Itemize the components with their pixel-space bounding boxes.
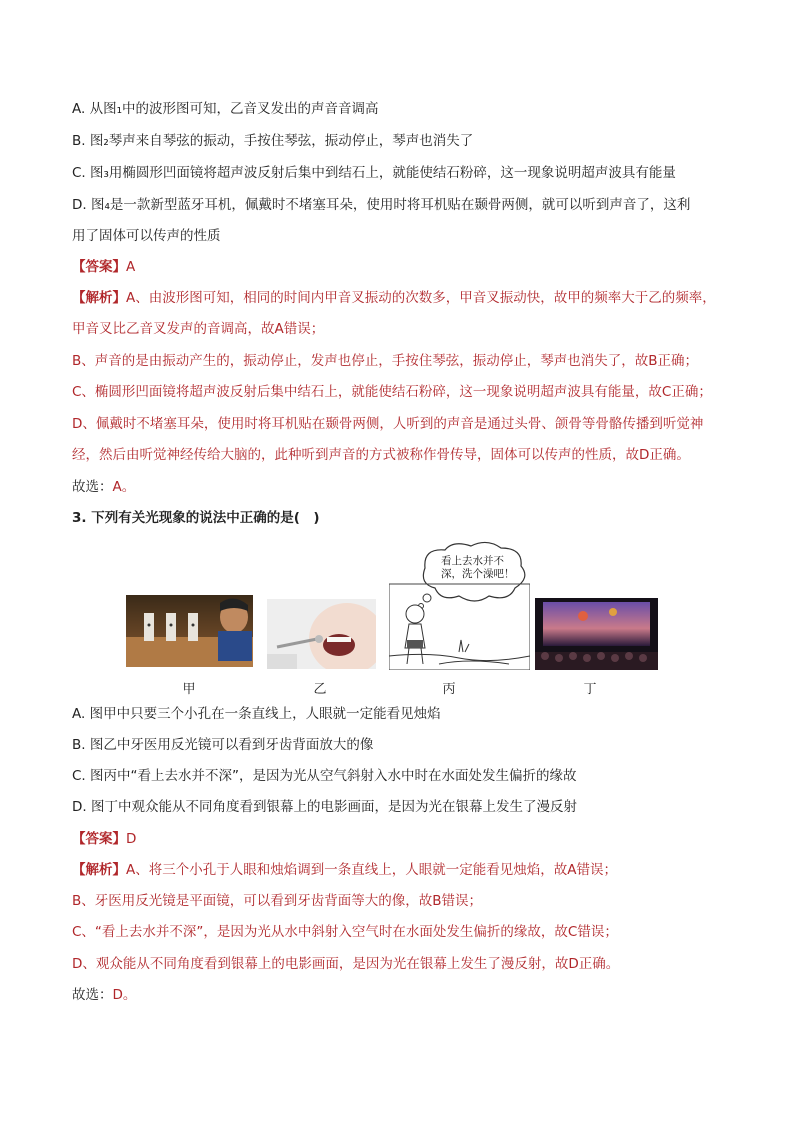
q3-choice-value: D。	[112, 987, 137, 1003]
figure-yi-dentist-image	[267, 599, 376, 669]
q3-analysis-text: A、将三个小孔于人眼和烛焰调到一条直线上，人眼就一定能看见烛焰，故A错误；	[126, 862, 617, 878]
caption-bing: 丙	[442, 682, 456, 697]
q3-answer-tag: 【答案】	[72, 831, 126, 847]
choice-label: 故选：	[72, 479, 113, 495]
answer-value: A	[126, 259, 136, 275]
bubble-text-1: 看上去水并不	[441, 555, 504, 567]
q3-choice-row	[72, 985, 136, 1005]
analysis-line-5: D、佩戴时不堵塞耳朵，使用时将耳机贴在颞骨两侧，人听到的声音是通过头骨、颌骨等骨骼传播到听觉神	[72, 416, 704, 432]
option-d-line2: 用了固体可以传声的性质	[72, 228, 221, 244]
bubble-text-2: 深，洗个澡吧！	[441, 568, 515, 580]
figure-bing-cartoon-image	[389, 540, 530, 670]
q3-analysis-line-2: B、牙医用反光镜是平面镜，可以看到牙齿背面等大的像，故B错误；	[72, 893, 483, 909]
choice-row	[72, 477, 135, 497]
analysis-line-1	[72, 288, 716, 308]
q3-analysis-line-4: D、观众能从不同角度看到银幕上的电影画面，是因为光在银幕上发生了漫反射，故D正确。	[72, 956, 620, 972]
caption-jia: 甲	[182, 682, 196, 697]
q3-option-a: A. 图甲中只要三个小孔在一条直线上，人眼就一定能看见烛焰	[72, 706, 441, 722]
analysis-line-3: B、声音的是由振动产生的，振动停止，发声也停止，手按住琴弦，振动停止，琴声也消失了，故B正确；	[72, 353, 699, 369]
q3-analysis-line-3: C、“看上去水并不深”，是因为光从水中斜射入空气时在水面处发生偏折的缘故，故C错误；	[72, 924, 618, 940]
analysis-tag: 【解析】	[72, 290, 126, 306]
answer-tag: 【答案】	[72, 259, 126, 275]
q3-choice-label: 故选：	[72, 987, 113, 1003]
choice-value: A。	[112, 479, 136, 495]
option-c: C. 图₃用椭圆形凹面镜将超声波反射后集中到结石上，就能使结石粉碎，这一现象说明超声波具有能量	[72, 165, 676, 181]
q3-option-b: B. 图乙中牙医用反光镜可以看到牙齿背面放大的像	[72, 737, 374, 753]
analysis-text: A、由波形图可知，相同的时间内甲音叉振动的次数多，甲音叉振动快，故甲的频率大于乙的频率，	[126, 290, 716, 306]
q3-option-c: C. 图丙中“看上去水并不深”，是因为光从空气斜射入水中时在水面处发生偏折的缘故	[72, 768, 577, 784]
q3-option-d: D. 图丁中观众能从不同角度看到银幕上的电影画面，是因为光在银幕上发生了漫反射	[72, 799, 577, 815]
answer-row	[72, 257, 135, 277]
q3-analysis-tag: 【解析】	[72, 862, 126, 878]
analysis-line-2: 甲音叉比乙音叉发声的音调高，故A错误；	[72, 321, 325, 337]
figure-ding-cinema-image	[535, 598, 658, 670]
option-d-line1: D. 图₄是一款新型蓝牙耳机，佩戴时不堵塞耳朵，使用时将耳机贴在颞骨两侧，就可以听到声音了，这利	[72, 197, 691, 213]
question-3-stem: 3. 下列有关光现象的说法中正确的是( )	[72, 510, 320, 526]
q3-answer-value: D	[126, 831, 137, 847]
q3-answer-row	[72, 829, 136, 849]
option-a: A. 从图₁中的波形图可知，乙音叉发出的声音音调高	[72, 101, 379, 117]
caption-ding: 丁	[583, 682, 597, 697]
option-b: B. 图₂琴声来自琴弦的振动，手按住琴弦，振动停止，琴声也消失了	[72, 133, 474, 149]
caption-yi: 乙	[313, 682, 327, 697]
figure-jia-candle-image	[126, 595, 253, 667]
analysis-line-4: C、椭圆形凹面镜将超声波反射后集中结石上，就能使结石粉碎，这一现象说明超声波具有能量，故C正确；	[72, 384, 712, 400]
analysis-line-6: 经，然后由听觉神经传给大脑的，此种听到声音的方式被称作骨传导，固体可以传声的性质，故D正确。	[72, 447, 690, 463]
q3-analysis-line-1	[72, 860, 617, 880]
